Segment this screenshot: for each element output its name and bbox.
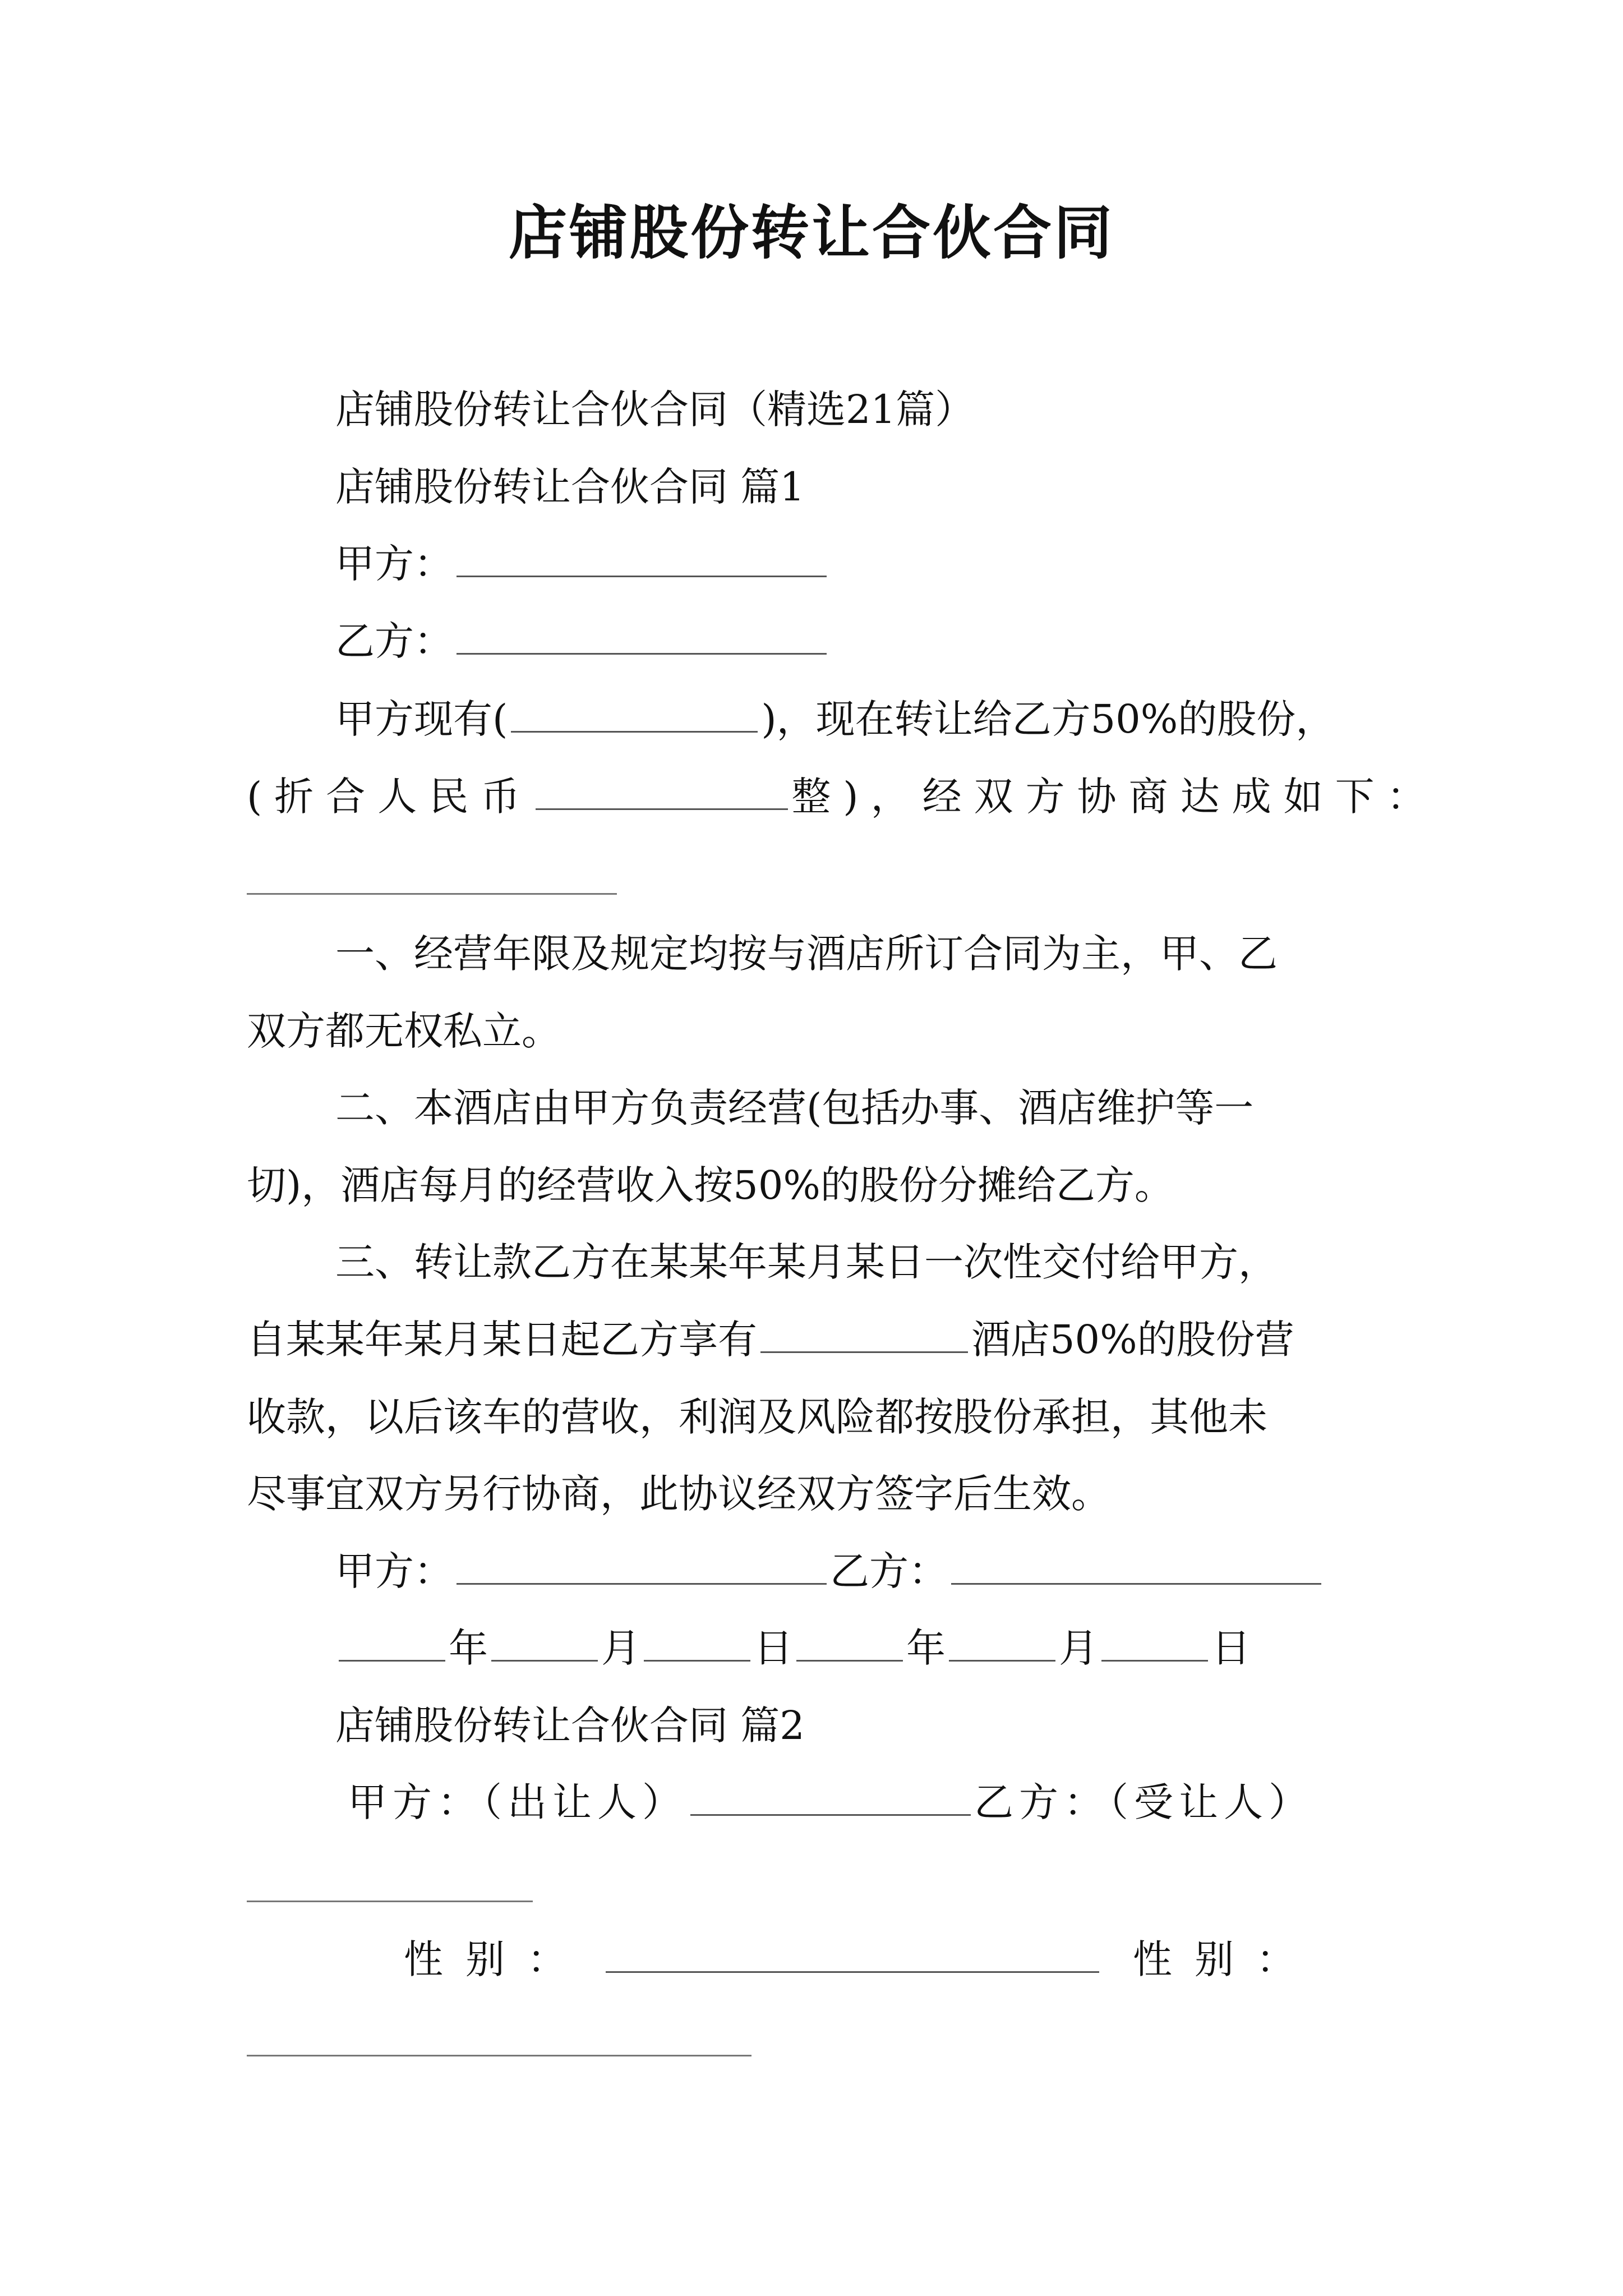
- date-year-1: 年: [449, 1625, 488, 1671]
- clause3-blank: [760, 1318, 968, 1353]
- date-day-1: 日: [754, 1625, 793, 1671]
- party-a-blank: [457, 542, 827, 577]
- intro-text-c: (折合人民币: [247, 774, 533, 820]
- intro-blank-1: [511, 697, 758, 733]
- party-a-line: [335, 536, 830, 592]
- party-b-label: 乙方：: [335, 618, 453, 664]
- intro-line-1: [335, 691, 1335, 747]
- intro-blank-2: [536, 775, 788, 810]
- gender-a-blank: [606, 1938, 1099, 1973]
- sign-party-a-label: 甲方：: [335, 1548, 453, 1594]
- fill-rule-1: [247, 893, 617, 895]
- section1-heading: 店铺股份转让合伙合同 篇1: [335, 464, 805, 510]
- s2-parties-line: [348, 1774, 1313, 1830]
- signature-line: [335, 1543, 1325, 1599]
- intro-text-d: 整)，经双方协商达成如下：: [791, 774, 1438, 820]
- intro-text-b: )，现在转让给乙方50%的股份，: [761, 696, 1335, 742]
- sign-party-a-blank: [457, 1549, 827, 1585]
- date-blank-4: [796, 1626, 903, 1662]
- s2-party-a-label: 甲方：（出让人）: [348, 1779, 687, 1825]
- date-blank-1: [339, 1626, 445, 1662]
- clause3-line2: [247, 1312, 1294, 1368]
- clause2-line1: 二、本酒店由甲方负责经营(包括办事、酒店维护等一: [335, 1085, 1254, 1131]
- document-subtitle: 店铺股份转让合伙合同（精选21篇）: [335, 386, 975, 432]
- date-blank-5: [949, 1626, 1055, 1662]
- date-blank-6: [1101, 1626, 1208, 1662]
- s2-party-b-label: 乙方：（受让人）: [974, 1779, 1313, 1825]
- clause3-line1: 三、转让款乙方在某某年某月某日一次性交付给甲方，: [335, 1239, 1278, 1285]
- fill-rule-3: [247, 2055, 751, 2056]
- clause3-line4: 尽事宜双方另行协商，此协议经双方签字后生效。: [247, 1471, 1110, 1517]
- clause3-text-b: 酒店50%的股份营: [971, 1317, 1294, 1363]
- page-title: 店铺股份转让合伙合同: [508, 199, 1114, 267]
- date-month-2: 月: [1059, 1625, 1098, 1671]
- party-b-line: [335, 613, 830, 669]
- party-a-label: 甲方：: [335, 541, 453, 587]
- sign-party-b-blank: [951, 1549, 1321, 1585]
- s2-party-a-blank: [690, 1780, 971, 1816]
- clause2-line2: 切)，酒店每月的经营收入按50%的股份分摊给乙方。: [247, 1162, 1174, 1208]
- party-b-blank: [457, 619, 827, 655]
- section2-heading: 店铺股份转让合伙合同 篇2: [335, 1703, 805, 1749]
- clause3-text-a: 自某某年某月某日起乙方享有: [247, 1317, 757, 1363]
- gender-a-label: 性别：: [404, 1936, 589, 1982]
- date-month-1: 月: [601, 1625, 640, 1671]
- date-blank-2: [491, 1626, 598, 1662]
- fill-rule-2: [247, 1901, 533, 1902]
- clause1-line2: 双方都无权私立。: [247, 1008, 561, 1054]
- intro-text-a: 甲方现有(: [335, 696, 508, 742]
- clause1-line1: 一、经营年限及规定均按与酒店所订合同为主，甲、乙: [335, 931, 1278, 977]
- date-day-2: 日: [1211, 1625, 1251, 1671]
- intro-line-2: [247, 769, 1438, 825]
- clause3-line3: 收款，以后该车的营收，利润及风险都按股份承担，其他未: [247, 1394, 1267, 1440]
- date-line: [335, 1620, 1251, 1676]
- date-blank-3: [644, 1626, 750, 1662]
- sign-party-b-label: 乙方：: [830, 1548, 948, 1594]
- date-year-2: 年: [906, 1625, 946, 1671]
- gender-line: [404, 1931, 1318, 1987]
- gender-b-label: 性别：: [1133, 1936, 1318, 1982]
